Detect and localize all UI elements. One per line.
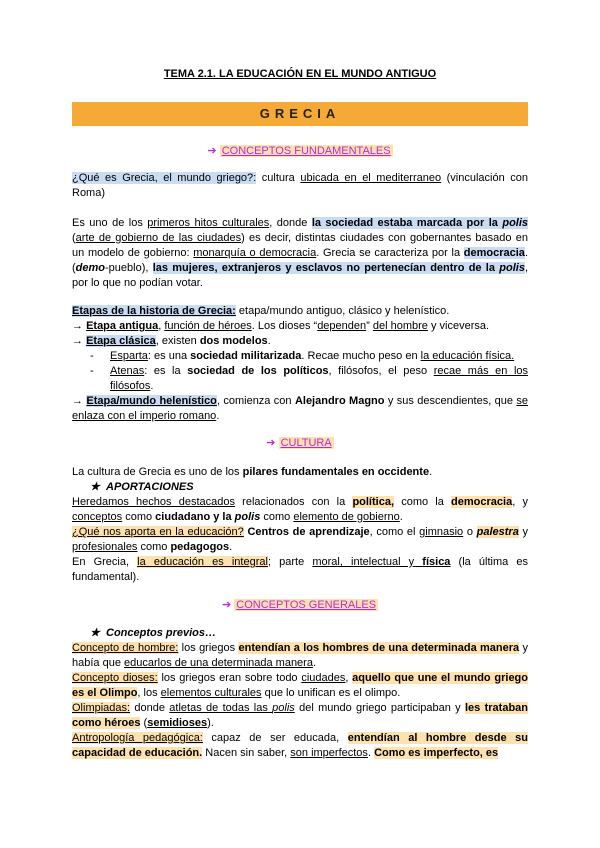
text: , y: [512, 496, 528, 508]
text: .: [229, 541, 233, 553]
text: .: [216, 410, 220, 422]
bold-text: Etapa/mundo helenístico: [86, 395, 217, 407]
text: y había que: [72, 642, 528, 669]
highlight-text: democracia: [463, 247, 525, 259]
bold-text: ciudadano y la: [155, 511, 235, 523]
highlight-text: polis: [499, 262, 525, 274]
underline-text: son imperfectos: [290, 747, 368, 759]
star-icon: ★: [90, 627, 100, 639]
highlight-text: Etapas de la historia de Grecia:: [72, 305, 236, 317]
subheading-label: Conceptos previos…: [106, 627, 217, 639]
paragraph-antropologia: [72, 731, 528, 761]
underline-text: primeros hitos culturales: [147, 217, 270, 229]
underline-text: la educación física.: [420, 350, 515, 362]
highlight-text: Antropología pedagógica:: [72, 732, 203, 744]
paragraph-etapa-clasica: [72, 334, 528, 349]
highlight-text: las mujeres, extranjeros y esclavos no pertenecían dentro de la: [152, 262, 500, 274]
text: ,: [345, 672, 353, 684]
underline-text: Esparta: [110, 350, 148, 362]
text: .: [312, 657, 317, 669]
question-highlight: ¿Qué nos aporta en la educación?: [72, 526, 244, 538]
underline-text: profesionales: [72, 541, 138, 553]
bold-text: pilares fundamentales en occidente: [242, 466, 430, 478]
arrow-icon: ➔: [266, 437, 276, 449]
arrow-icon: →: [72, 320, 87, 332]
highlight-text: Concepto dioses:: [72, 672, 158, 684]
highlight-text: polis: [502, 217, 529, 229]
underline-text: ubicada en el mediterraneo: [300, 172, 442, 184]
text: : es una: [147, 350, 191, 362]
paragraph-aporta-educacion: [72, 525, 528, 555]
highlight-text: entendían a los hombres de una determinada manera: [238, 642, 520, 654]
highlight-text: aquello que une el mundo griego es el Olimpo: [72, 672, 528, 699]
text: y viceversa.: [427, 320, 490, 332]
highlight-text: Olimpiadas:: [72, 702, 131, 714]
bullet-esparta: [90, 349, 528, 364]
bold-text: semidioses: [147, 717, 208, 729]
text: (: [140, 717, 148, 729]
text: ; parte: [267, 556, 313, 568]
bold-text: física: [422, 556, 451, 568]
paragraph-heredamos: [72, 495, 528, 525]
bullet-dash: -: [90, 365, 94, 377]
text: como: [137, 541, 171, 553]
text: , comienza con: [216, 395, 295, 407]
text: del mundo griego participaban y: [294, 702, 465, 714]
section-heading-cultura: [72, 436, 528, 449]
section-label: CONCEPTOS FUNDAMENTALES: [221, 145, 391, 157]
text: como: [122, 511, 156, 523]
text: , por lo que no podían votar.: [72, 262, 528, 289]
bold-text: Etapa antigua: [86, 320, 159, 332]
text: (la última es fundamental).: [72, 556, 528, 583]
highlight-text: la sociedad estaba marcada por la: [311, 217, 503, 229]
paragraph-hitos-culturales: [72, 216, 528, 291]
paragraph-que-es-grecia: [72, 171, 528, 201]
text: donde: [130, 702, 170, 714]
bold-text: polis: [234, 511, 261, 523]
text: .: [267, 335, 271, 347]
bold-text: demo: [75, 262, 106, 274]
paragraph-cultura-grecia: [72, 465, 528, 480]
text: . Los dioses “: [251, 320, 318, 332]
arrow-icon: →: [72, 335, 87, 347]
paragraph-concepto-dioses: [72, 671, 528, 701]
underline-text: elemento de gobierno: [293, 511, 400, 523]
underline-text: del hombre: [372, 320, 428, 332]
arrow-icon: ➔: [221, 599, 232, 611]
text: como la: [394, 496, 452, 508]
text: ) es decir, distintas ciudades con gobernantes basado en un modelo de gobierno:: [72, 232, 528, 259]
text: etapa/mundo antiguo, clásico y helenístico.: [235, 305, 450, 317]
text: .: [367, 747, 375, 759]
text: . (: [72, 247, 528, 274]
text: relacionados con la: [234, 496, 353, 508]
text: capaz de ser educada,: [202, 732, 348, 744]
highlight-text: la educación es integral: [137, 556, 268, 568]
arrow-icon: ➔: [207, 145, 217, 157]
text: .: [399, 511, 403, 523]
highlight-text: entendían al hombre desde su capacidad de educación.: [72, 732, 528, 759]
paragraph-etapa-antigua: [72, 319, 528, 334]
bullet-dash: -: [90, 350, 94, 362]
underline-text: se enlaza con el imperio romano: [72, 395, 529, 422]
highlight-text: palestra: [476, 526, 519, 538]
text: que lo unifican es el olimpo.: [261, 687, 401, 699]
underline-text: conceptos: [72, 511, 123, 523]
underline-text: moral, intelectual y: [312, 556, 423, 568]
paragraph-olimpiadas: [72, 701, 528, 731]
bold-text: Centros de aprendizaje: [247, 526, 370, 538]
bold-text: sociedad militarizada: [190, 350, 302, 362]
section-label: CULTURA: [280, 437, 332, 449]
underline-text: dependen: [317, 320, 367, 332]
text: : es la: [144, 365, 188, 377]
text: . Recae mucho peso en: [301, 350, 421, 362]
text: , filósofos, el peso: [328, 365, 434, 377]
section-heading-conceptos-fundamentales: [72, 144, 528, 157]
bold-text: sociedad de los políticos: [187, 365, 329, 377]
text: ”: [366, 320, 373, 332]
bullet-atenas: [90, 364, 529, 394]
underline-text: función de héroes: [164, 320, 252, 332]
underline-text: gimnasio: [419, 526, 464, 538]
star-icon: ★: [90, 481, 100, 493]
text: y sus descendientes, que: [384, 395, 517, 407]
text: o: [463, 526, 477, 538]
bold-text: Alejandro Magno: [294, 395, 385, 407]
underline-text: atletas de todas las: [169, 702, 273, 714]
text: y: [518, 526, 528, 538]
text: , existen: [155, 335, 200, 347]
text: Nacen sin saber,: [202, 747, 291, 759]
text: , los: [137, 687, 161, 699]
underline-text: Heredamos hechos destacados: [72, 496, 235, 508]
paragraph-etapa-helenistica: [72, 394, 528, 424]
text: , como el: [369, 526, 420, 538]
text: como: [260, 511, 294, 523]
question-highlight: ¿Qué es Grecia, el mundo griego?:: [72, 172, 257, 184]
section-label: CONCEPTOS GENERALES: [236, 599, 377, 611]
text: los griegos eran sobre todo: [157, 672, 302, 684]
highlight-text: democracia: [451, 496, 513, 508]
highlight-text: les trataban como héroes: [72, 702, 529, 729]
text: ).: [207, 717, 214, 729]
document-title: TEMA 2.1. LA EDUCACIÓN EN EL MUNDO ANTIGUO: [163, 68, 437, 80]
underline-text: ciudades: [301, 672, 346, 684]
text: . Grecia se caracteriza por la: [316, 247, 464, 259]
bold-text: pedagogos: [170, 541, 230, 553]
text: -pueblo),: [105, 262, 153, 274]
subheading-label: APORTACIONES: [106, 481, 194, 493]
text: .: [150, 380, 154, 392]
text: ,: [158, 320, 165, 332]
text: (: [72, 232, 76, 244]
underline-text: arte de gobierno de las ciudades: [75, 232, 242, 244]
underline-text: elementos culturales: [160, 687, 262, 699]
paragraph-etapas: [72, 304, 528, 319]
underline-text: recae más en los filósofos: [110, 365, 529, 392]
text: cultura: [256, 172, 301, 184]
text: , donde: [269, 217, 312, 229]
highlight-text: Como es imperfecto, es: [374, 747, 499, 759]
bold-text: Etapa clásica: [86, 335, 156, 347]
text: .: [429, 466, 433, 478]
bold-text: dos modelos: [199, 335, 268, 347]
underline-text: educarlos de una determinada manera: [124, 657, 313, 669]
text: La cultura de Grecia es uno de los: [72, 466, 243, 478]
arrow-icon: →: [72, 395, 87, 407]
subheading-conceptos-previos: [90, 626, 216, 641]
text: En Grecia,: [72, 556, 138, 568]
underline-text: Atenas: [110, 365, 145, 377]
subheading-aportaciones: [90, 480, 194, 495]
highlight-text: Concepto de hombre:: [72, 642, 179, 654]
underline-text: monarquía o democracia: [193, 247, 317, 259]
underline-text: polis: [272, 702, 295, 714]
paragraph-concepto-hombre: [72, 641, 528, 671]
banner-grecia: GRECIA: [72, 102, 528, 126]
text: los griegos: [178, 642, 239, 654]
text: (vinculación con Roma): [72, 172, 529, 199]
section-heading-conceptos-generales: [72, 598, 528, 611]
text: Es uno de los: [72, 217, 148, 229]
highlight-text: política,: [352, 496, 394, 508]
paragraph-educacion-integral: [72, 555, 528, 585]
